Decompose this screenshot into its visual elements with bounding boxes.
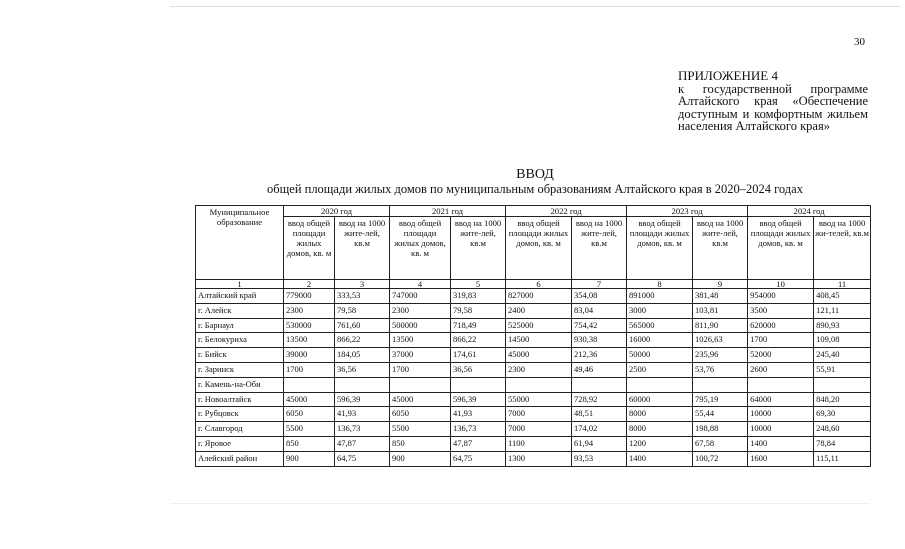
column-number: 9 — [693, 280, 748, 289]
value-cell: 5500 — [390, 422, 451, 437]
value-cell: 596,39 — [451, 392, 506, 407]
value-cell: 2600 — [748, 362, 814, 377]
table-row — [196, 392, 871, 407]
value-cell: 1600 — [748, 451, 814, 466]
value-cell: 245,40 — [814, 348, 871, 363]
municipality-cell: г. Барнаул — [196, 318, 284, 333]
column-number: 11 — [814, 280, 871, 289]
value-cell: 115,11 — [814, 451, 871, 466]
value-cell: 827000 — [506, 289, 572, 304]
municipality-cell: г. Заринск — [196, 362, 284, 377]
municipality-cell: г. Новоалтайск — [196, 392, 284, 407]
table-row — [196, 333, 871, 348]
value-cell — [335, 377, 390, 392]
value-cell: 761,60 — [335, 318, 390, 333]
sub-header: ввод общей площади жилых домов, кв. м — [627, 217, 693, 280]
value-cell: 930,38 — [572, 333, 627, 348]
sub-header: ввод общей площади жилых домов, кв. м — [748, 217, 814, 280]
value-cell: 408,45 — [814, 289, 871, 304]
column-number: 10 — [748, 280, 814, 289]
sub-header: ввод на 1000 жите-лей, кв.м — [572, 217, 627, 280]
value-cell: 100,72 — [693, 451, 748, 466]
value-cell — [284, 377, 335, 392]
column-number: 3 — [335, 280, 390, 289]
value-cell: 620000 — [748, 318, 814, 333]
title-main: ВВОД — [516, 167, 554, 182]
appendix-line: Алтайского края «Обеспечение — [678, 94, 868, 108]
page-number: 30 — [854, 36, 865, 48]
table-row — [196, 289, 871, 304]
value-cell: 47,87 — [335, 436, 390, 451]
value-cell: 121,11 — [814, 303, 871, 318]
sub-header: ввод общей площади жилых домов, кв. м — [506, 217, 572, 280]
value-cell: 5500 — [284, 422, 335, 437]
value-cell: 109,08 — [814, 333, 871, 348]
sub-header: ввод на 1000 жите-лей, кв.м — [335, 217, 390, 280]
value-cell: 7000 — [506, 422, 572, 437]
appendix-block — [678, 70, 868, 133]
value-cell: 333,53 — [335, 289, 390, 304]
value-cell: 1400 — [627, 451, 693, 466]
value-cell: 1100 — [506, 436, 572, 451]
value-cell: 103,81 — [693, 303, 748, 318]
value-cell: 48,51 — [572, 407, 627, 422]
municipality-cell: г. Славгород — [196, 422, 284, 437]
year-header: 2024 год — [748, 206, 871, 217]
value-cell: 67,58 — [693, 436, 748, 451]
value-cell: 900 — [390, 451, 451, 466]
value-cell: 530000 — [284, 318, 335, 333]
sub-header: ввод на 1000 жите-лей, кв.м — [693, 217, 748, 280]
value-cell: 866,22 — [335, 333, 390, 348]
value-cell: 45000 — [390, 392, 451, 407]
value-cell: 174,61 — [451, 348, 506, 363]
value-cell: 174,02 — [572, 422, 627, 437]
column-number: 1 — [196, 280, 284, 289]
value-cell: 16000 — [627, 333, 693, 348]
value-cell: 39000 — [284, 348, 335, 363]
value-cell: 1700 — [284, 362, 335, 377]
value-cell: 235,96 — [693, 348, 748, 363]
value-cell: 1700 — [390, 362, 451, 377]
value-cell: 41,93 — [335, 407, 390, 422]
municipality-cell: г. Алейск — [196, 303, 284, 318]
table-row — [196, 407, 871, 422]
municipality-cell: Алейский район — [196, 451, 284, 466]
housing-table — [195, 205, 871, 467]
value-cell: 319,83 — [451, 289, 506, 304]
document-title — [200, 167, 870, 197]
column-number: 6 — [506, 280, 572, 289]
table-row — [196, 422, 871, 437]
value-cell: 525000 — [506, 318, 572, 333]
sub-header: ввод на 1000 жите-лей, кв.м — [451, 217, 506, 280]
value-cell: 52000 — [748, 348, 814, 363]
value-cell: 8000 — [627, 422, 693, 437]
table-row — [196, 377, 871, 392]
appendix-title: ПРИЛОЖЕНИЕ 4 — [678, 68, 778, 83]
scan-artifact-top — [170, 6, 900, 7]
appendix-line: доступным и комфортным жильем — [678, 106, 868, 121]
value-cell: 811,90 — [693, 318, 748, 333]
year-header: 2020 год — [284, 206, 390, 217]
value-cell: 2300 — [506, 362, 572, 377]
value-cell: 3500 — [748, 303, 814, 318]
value-cell: 795,19 — [693, 392, 748, 407]
value-cell: 2500 — [627, 362, 693, 377]
year-header: 2023 год — [627, 206, 748, 217]
value-cell: 6050 — [284, 407, 335, 422]
value-cell: 747000 — [390, 289, 451, 304]
value-cell — [627, 377, 693, 392]
value-cell: 41,93 — [451, 407, 506, 422]
value-cell: 2400 — [506, 303, 572, 318]
value-cell: 848,20 — [814, 392, 871, 407]
value-cell: 754,42 — [572, 318, 627, 333]
value-cell: 55,91 — [814, 362, 871, 377]
value-cell: 1300 — [506, 451, 572, 466]
value-cell: 13500 — [284, 333, 335, 348]
appendix-line: населения Алтайского края» — [678, 119, 830, 133]
value-cell: 10000 — [748, 407, 814, 422]
value-cell: 45000 — [506, 348, 572, 363]
appendix-line: к государственной программе — [678, 81, 868, 96]
value-cell: 36,56 — [335, 362, 390, 377]
value-cell: 891000 — [627, 289, 693, 304]
municipality-cell: г. Рубцовск — [196, 407, 284, 422]
table-row — [196, 451, 871, 466]
value-cell — [814, 377, 871, 392]
value-cell: 69,30 — [814, 407, 871, 422]
table-row — [196, 362, 871, 377]
municipality-cell: г. Белокуриха — [196, 333, 284, 348]
value-cell: 6050 — [390, 407, 451, 422]
value-cell: 79,58 — [335, 303, 390, 318]
value-cell: 900 — [284, 451, 335, 466]
value-cell: 1200 — [627, 436, 693, 451]
sub-header: ввод общей площади жилых домов, кв. м — [284, 217, 335, 280]
value-cell — [572, 377, 627, 392]
value-cell: 14500 — [506, 333, 572, 348]
value-cell: 890,93 — [814, 318, 871, 333]
table-row — [196, 348, 871, 363]
column-number: 2 — [284, 280, 335, 289]
value-cell: 7000 — [506, 407, 572, 422]
value-cell: 136,73 — [451, 422, 506, 437]
value-cell: 136,73 — [335, 422, 390, 437]
value-cell: 954000 — [748, 289, 814, 304]
municipality-cell: г. Камень-на-Оби — [196, 377, 284, 392]
municipality-cell: г. Яровое — [196, 436, 284, 451]
table-row — [196, 303, 871, 318]
value-cell: 64,75 — [335, 451, 390, 466]
sub-header: ввод на 1000 жи-телей, кв.м — [814, 217, 871, 280]
value-cell: 850 — [284, 436, 335, 451]
value-cell — [390, 377, 451, 392]
value-cell: 866,22 — [451, 333, 506, 348]
column-number: 8 — [627, 280, 693, 289]
value-cell: 49,46 — [572, 362, 627, 377]
scan-artifact-bottom — [170, 503, 870, 504]
value-cell: 93,53 — [572, 451, 627, 466]
value-cell: 2300 — [284, 303, 335, 318]
value-cell: 53,76 — [693, 362, 748, 377]
value-cell: 60000 — [627, 392, 693, 407]
value-cell: 47,87 — [451, 436, 506, 451]
municipality-cell: г. Бийск — [196, 348, 284, 363]
value-cell: 64000 — [748, 392, 814, 407]
municipality-cell: Алтайский край — [196, 289, 284, 304]
value-cell: 718,49 — [451, 318, 506, 333]
value-cell: 8000 — [627, 407, 693, 422]
value-cell — [451, 377, 506, 392]
value-cell: 198,88 — [693, 422, 748, 437]
year-header: 2021 год — [390, 206, 506, 217]
value-cell: 850 — [390, 436, 451, 451]
value-cell: 1400 — [748, 436, 814, 451]
value-cell — [748, 377, 814, 392]
value-cell: 184,05 — [335, 348, 390, 363]
table-row — [196, 318, 871, 333]
col-header-municipal: Муниципальное образование — [196, 206, 284, 280]
sub-header: ввод общей площади жилых домов, кв. м — [390, 217, 451, 280]
value-cell: 36,56 — [451, 362, 506, 377]
value-cell: 64,75 — [451, 451, 506, 466]
value-cell: 50000 — [627, 348, 693, 363]
value-cell: 45000 — [284, 392, 335, 407]
value-cell: 79,58 — [451, 303, 506, 318]
value-cell: 728,92 — [572, 392, 627, 407]
column-number: 7 — [572, 280, 627, 289]
value-cell: 596,39 — [335, 392, 390, 407]
value-cell: 212,36 — [572, 348, 627, 363]
value-cell: 3000 — [627, 303, 693, 318]
value-cell — [693, 377, 748, 392]
value-cell: 354,08 — [572, 289, 627, 304]
value-cell: 37000 — [390, 348, 451, 363]
value-cell: 83,04 — [572, 303, 627, 318]
value-cell: 248,60 — [814, 422, 871, 437]
value-cell — [506, 377, 572, 392]
value-cell: 2300 — [390, 303, 451, 318]
value-cell: 78,84 — [814, 436, 871, 451]
value-cell: 55,44 — [693, 407, 748, 422]
column-number: 5 — [451, 280, 506, 289]
value-cell: 13500 — [390, 333, 451, 348]
value-cell: 1026,63 — [693, 333, 748, 348]
value-cell: 381,48 — [693, 289, 748, 304]
value-cell: 500000 — [390, 318, 451, 333]
value-cell: 779000 — [284, 289, 335, 304]
table-row — [196, 436, 871, 451]
value-cell: 55000 — [506, 392, 572, 407]
year-header: 2022 год — [506, 206, 627, 217]
value-cell: 565000 — [627, 318, 693, 333]
value-cell: 10000 — [748, 422, 814, 437]
value-cell: 61,94 — [572, 436, 627, 451]
value-cell: 1700 — [748, 333, 814, 348]
title-sub: общей площади жилых домов по муниципальным образованиям Алтайского края в 2020–2024 годах — [267, 182, 803, 196]
column-number: 4 — [390, 280, 451, 289]
